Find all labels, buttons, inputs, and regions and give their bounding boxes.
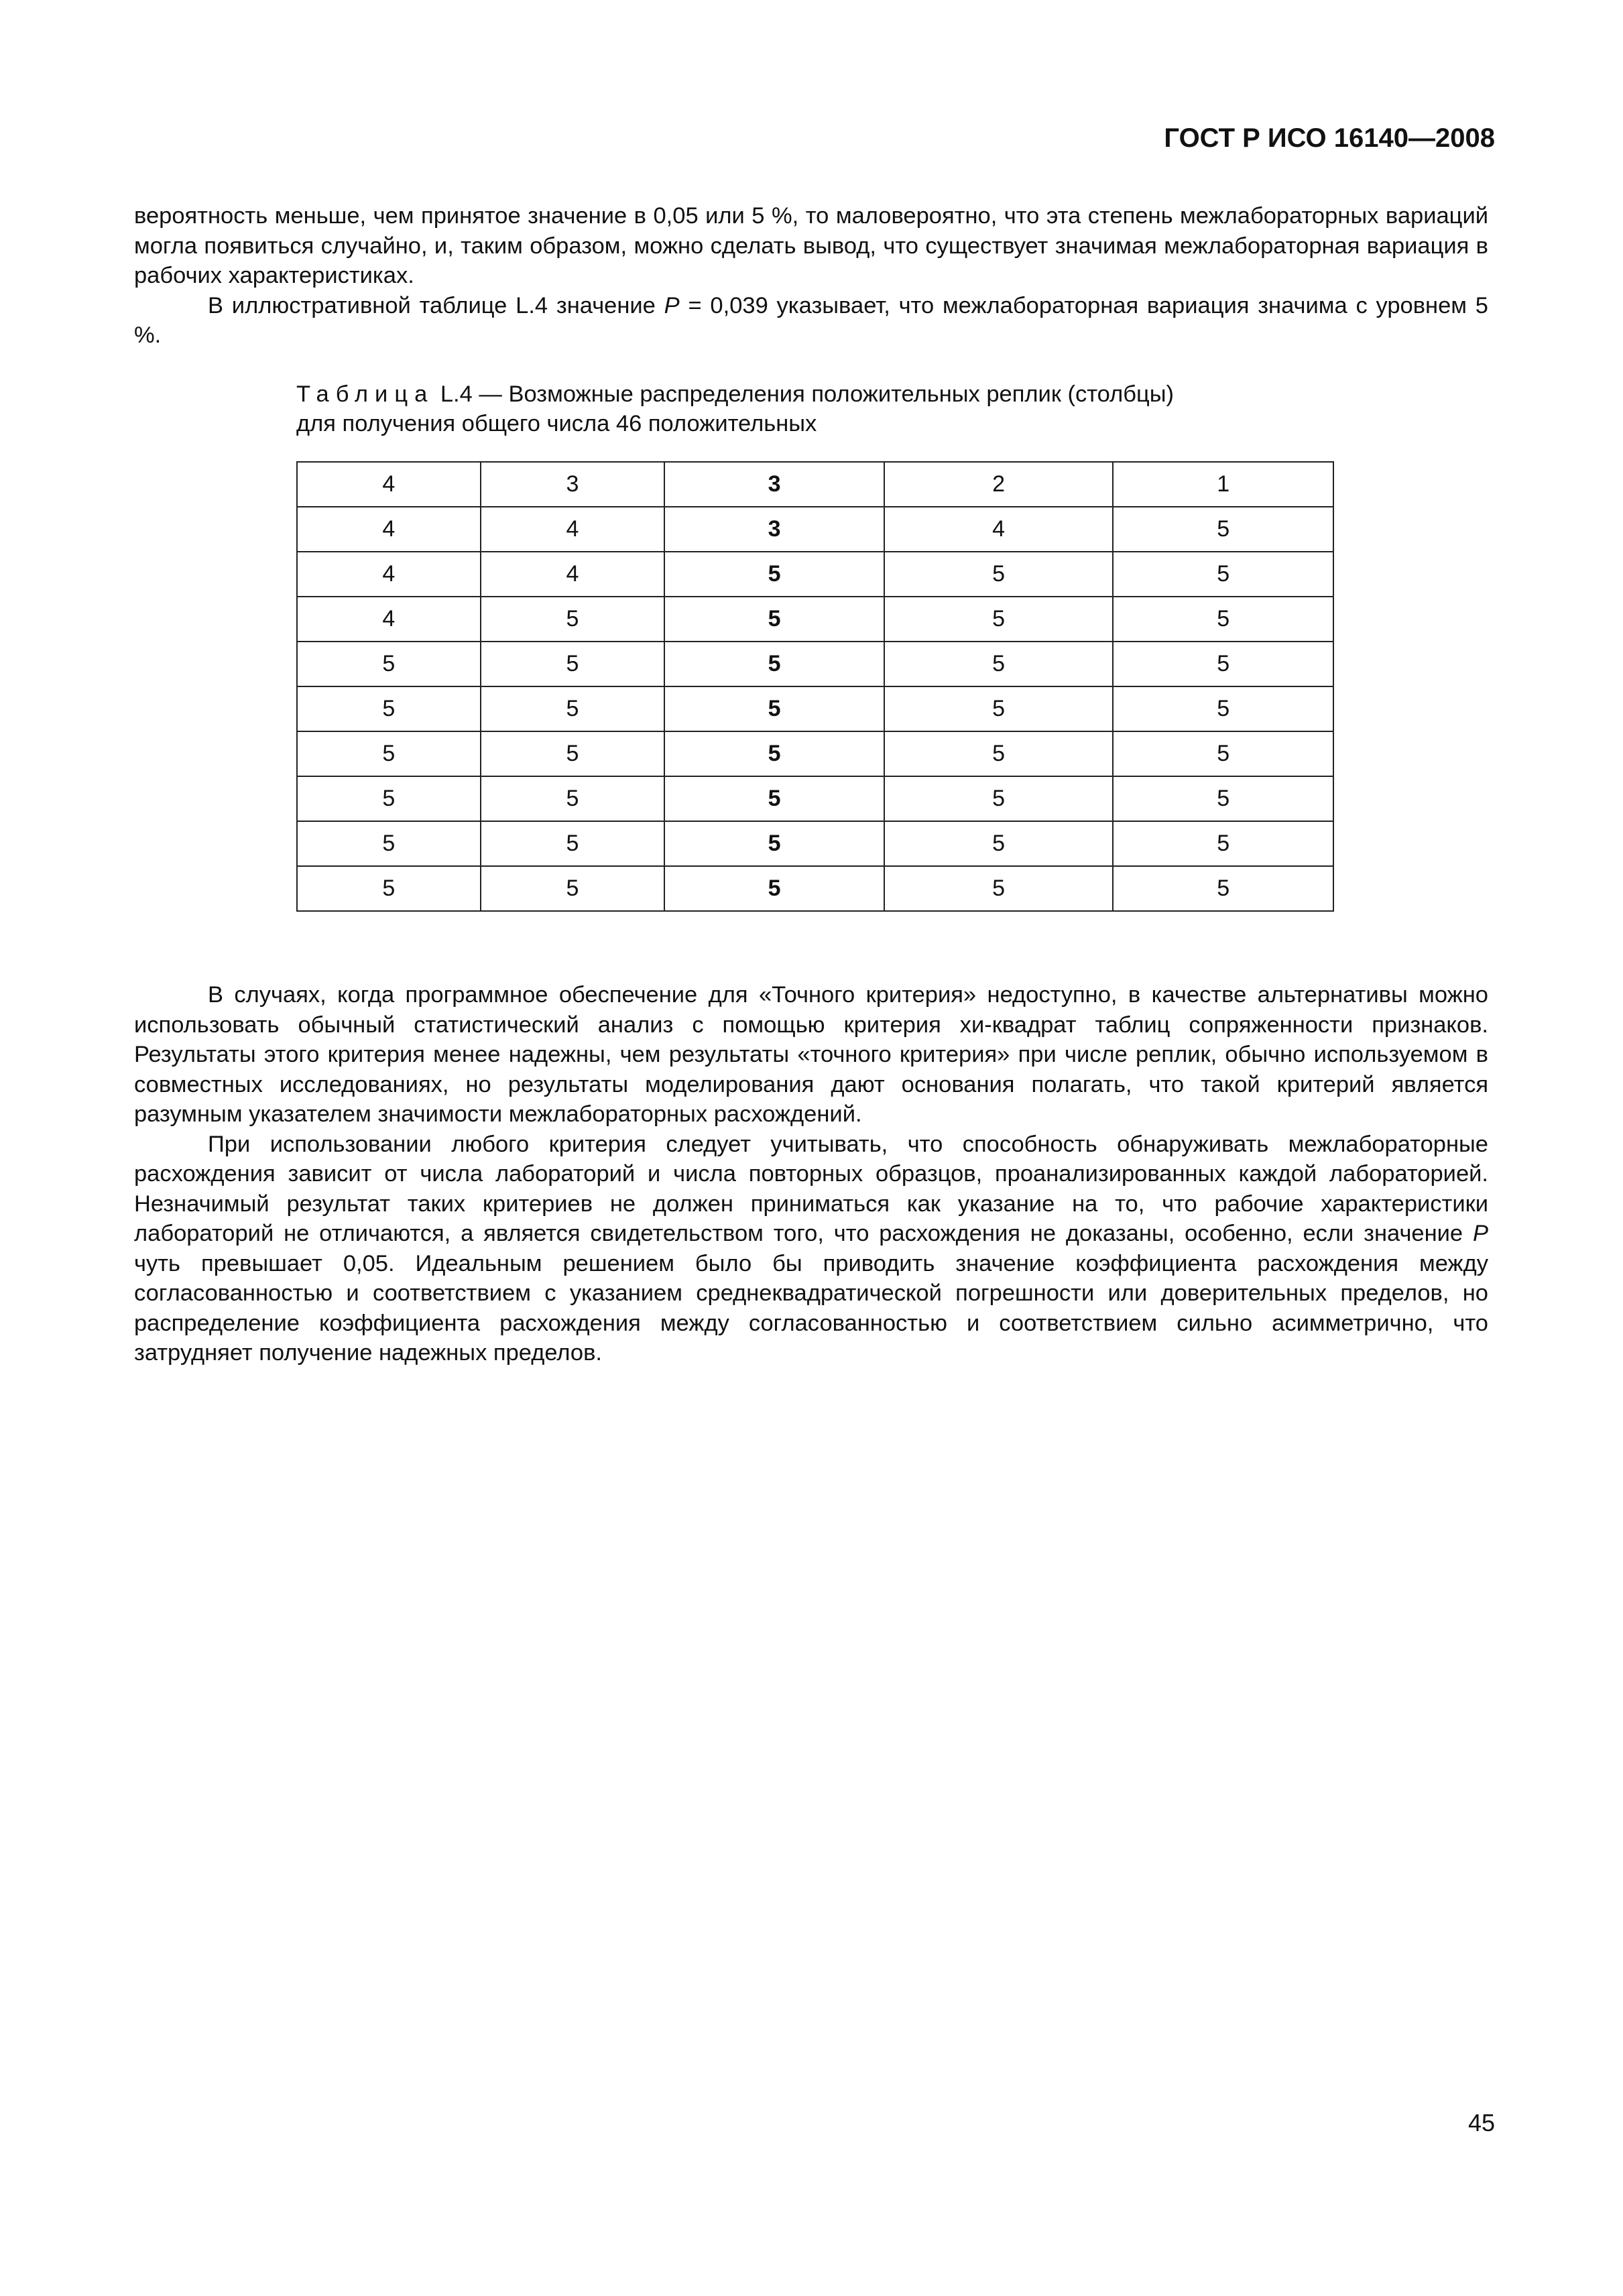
table-caption-label: Таблица xyxy=(296,381,434,407)
table-cell: 5 xyxy=(884,731,1114,776)
table-cell: 5 xyxy=(1113,866,1333,911)
paragraph-text: В иллюстративной таблице L.4 значение xyxy=(208,292,664,318)
table-cell: 4 xyxy=(297,507,481,552)
table-cell: 5 xyxy=(884,597,1114,642)
table-cell: 5 xyxy=(481,642,665,686)
table-cell: 5 xyxy=(664,866,884,911)
table-cell: 5 xyxy=(664,731,884,776)
table-cell: 2 xyxy=(884,462,1114,507)
table-cell: 5 xyxy=(664,552,884,597)
paragraph-chi-square: В случаях, когда программное обеспечение для «Точного критерия» недоступно, в качестве альтернативы можно использовать обычный статистический анализ с помощью критерия хи-квадрат таблиц сопряженности признаков. Результаты этого критерия менее надежны, чем результаты «точного критерия» при числе реплик, обычно используемом в совместных исследованиях, но результаты моделирования дают основания полагать, что такой критерий является разумным указателем значимости межлабораторных расхождений. xyxy=(134,982,1488,1127)
table-caption xyxy=(296,379,1174,438)
table-row xyxy=(297,866,1333,911)
document-standard-id: ГОСТ Р ИСО 16140—2008 xyxy=(1164,123,1495,153)
table-cell: 3 xyxy=(664,507,884,552)
table-cell: 5 xyxy=(1113,552,1333,597)
table-cell: 5 xyxy=(1113,776,1333,821)
table-cell: 4 xyxy=(481,552,665,597)
paragraph-text: чуть превышает 0,05. Идеальным решением было бы приводить значение коэффициента расхождения между согласованностью и соответствием с указанием среднеквадратической погрешности или доверительных пределов, но распределение коэффициента расхождения между согласованностью и соответствием сильно асимметрично, что затрудняет получение надежных пределов. xyxy=(134,1250,1488,1366)
table-cell: 5 xyxy=(481,776,665,821)
table-cell: 5 xyxy=(481,866,665,911)
table-cell: 1 xyxy=(1113,462,1333,507)
table-row xyxy=(297,821,1333,866)
table-cell: 5 xyxy=(884,821,1114,866)
table-cell: 3 xyxy=(664,462,884,507)
table-cell: 5 xyxy=(664,686,884,731)
table-cell: 5 xyxy=(664,597,884,642)
table-caption-title: L.4 — Возможные распределения положительных реплик (столбцы) xyxy=(434,381,1175,407)
table-cell: 5 xyxy=(884,776,1114,821)
table-row xyxy=(297,552,1333,597)
table-cell: 5 xyxy=(1113,686,1333,731)
table-body xyxy=(297,462,1333,911)
table-row xyxy=(297,776,1333,821)
table-row xyxy=(297,507,1333,552)
table-cell: 5 xyxy=(297,776,481,821)
table-cell: 5 xyxy=(664,642,884,686)
table-cell: 4 xyxy=(884,507,1114,552)
variable-p: P xyxy=(1472,1221,1488,1246)
table-caption-line-1 xyxy=(296,379,1174,409)
table-cell: 5 xyxy=(884,866,1114,911)
table-cell: 5 xyxy=(297,686,481,731)
table-cell: 5 xyxy=(884,642,1114,686)
table-cell: 5 xyxy=(297,821,481,866)
table-row xyxy=(297,462,1333,507)
body-text xyxy=(134,980,1488,1368)
table-cell: 5 xyxy=(1113,642,1333,686)
paragraph-probability: вероятность меньше, чем принятое значение в 0,05 или 5 %, то маловероятно, что эта степень межлабораторных вариаций могла появиться случайно, и, таким образом, можно сделать вывод, что существует значимая межлабораторная вариация в рабочих характеристиках. xyxy=(134,203,1488,288)
table-cell: 5 xyxy=(481,597,665,642)
table-cell: 5 xyxy=(297,866,481,911)
table-row xyxy=(297,731,1333,776)
paragraph-criteria-note xyxy=(134,1130,1488,1368)
table-row xyxy=(297,642,1333,686)
table-cell: 5 xyxy=(481,821,665,866)
table-cell: 4 xyxy=(297,462,481,507)
table-cell: 5 xyxy=(297,642,481,686)
table-caption-line-2: для получения общего числа 46 положительных xyxy=(296,411,817,436)
variable-p: P xyxy=(664,292,680,318)
table-row xyxy=(297,597,1333,642)
paragraph-table-reference xyxy=(134,291,1488,351)
table-cell: 5 xyxy=(884,686,1114,731)
page-number: 45 xyxy=(1467,2109,1495,2136)
table-cell: 5 xyxy=(664,776,884,821)
table-cell: 5 xyxy=(664,821,884,866)
paragraph-text: При использовании любого критерия следует учитывать, что способность обнаруживать межлабораторные расхождения зависит от числа лабораторий и числа повторных образцов, проанализированных каждой лабораторией. Незначимый результат таких критериев не должен приниматься как указание на то, что рабочие характеристики лабораторий не отличаются, а является свидетельством того, что расхождения не доказаны, особенно, если значение xyxy=(134,1131,1488,1246)
table-cell: 5 xyxy=(884,552,1114,597)
table-cell: 5 xyxy=(1113,821,1333,866)
table-cell: 4 xyxy=(297,597,481,642)
table-row xyxy=(297,686,1333,731)
table-cell: 4 xyxy=(297,552,481,597)
table-cell: 5 xyxy=(481,731,665,776)
replicates-table xyxy=(296,461,1334,912)
table-cell: 5 xyxy=(1113,597,1333,642)
table-cell: 5 xyxy=(297,731,481,776)
intro-text xyxy=(134,201,1488,351)
table-cell: 5 xyxy=(1113,507,1333,552)
table-cell: 5 xyxy=(481,686,665,731)
table-cell: 3 xyxy=(481,462,665,507)
paragraph-text: = 0,039 указывает, что межлабораторная вариация значима с уровнем 5 %. xyxy=(134,292,1488,348)
table-cell: 4 xyxy=(481,507,665,552)
table-cell: 5 xyxy=(1113,731,1333,776)
